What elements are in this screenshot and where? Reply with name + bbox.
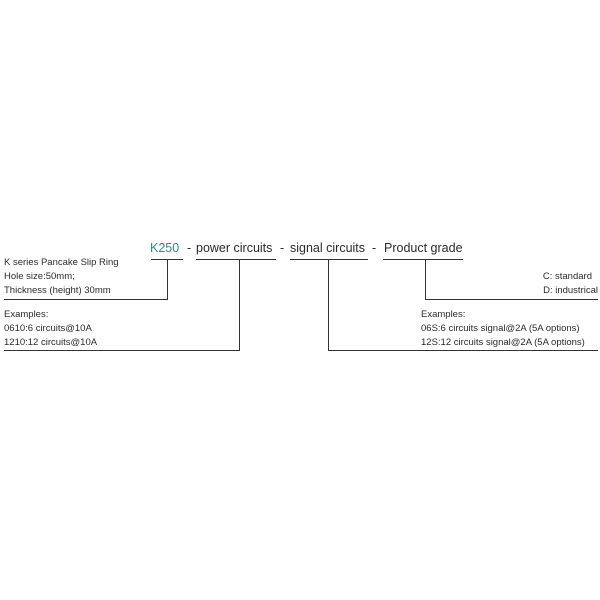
grade-option-standard: C: standard — [542, 271, 592, 282]
power-examples-title: Examples: — [4, 309, 49, 320]
signal-example-1: 06S:6 circuits signal@2A (5A options) — [421, 323, 580, 334]
signal-examples-title: Examples: — [421, 309, 466, 320]
power-circuits-label: power circuits — [196, 241, 273, 255]
series-info-line-3: Thickness (height) 30mm — [4, 285, 111, 296]
separator-2: - — [280, 241, 285, 255]
signal-example-2: 12S:12 circuits signal@2A (5A options) — [421, 337, 585, 348]
separator-1: - — [187, 241, 192, 255]
grade-option-industrial: D: industrical — [543, 285, 598, 296]
signal-circuits-label: signal circuits — [290, 241, 366, 255]
separator-3: - — [372, 241, 377, 255]
model-code: K250 — [150, 241, 180, 255]
product-grade-label: Product grade — [384, 241, 463, 255]
power-example-2: 1210:12 circuits@10A — [4, 337, 98, 348]
power-example-1: 0610:6 circuits@10A — [4, 323, 92, 334]
series-info-line-1: K series Pancake Slip Ring — [4, 257, 119, 268]
series-info-line-2: Hole size:50mm; — [4, 271, 75, 282]
